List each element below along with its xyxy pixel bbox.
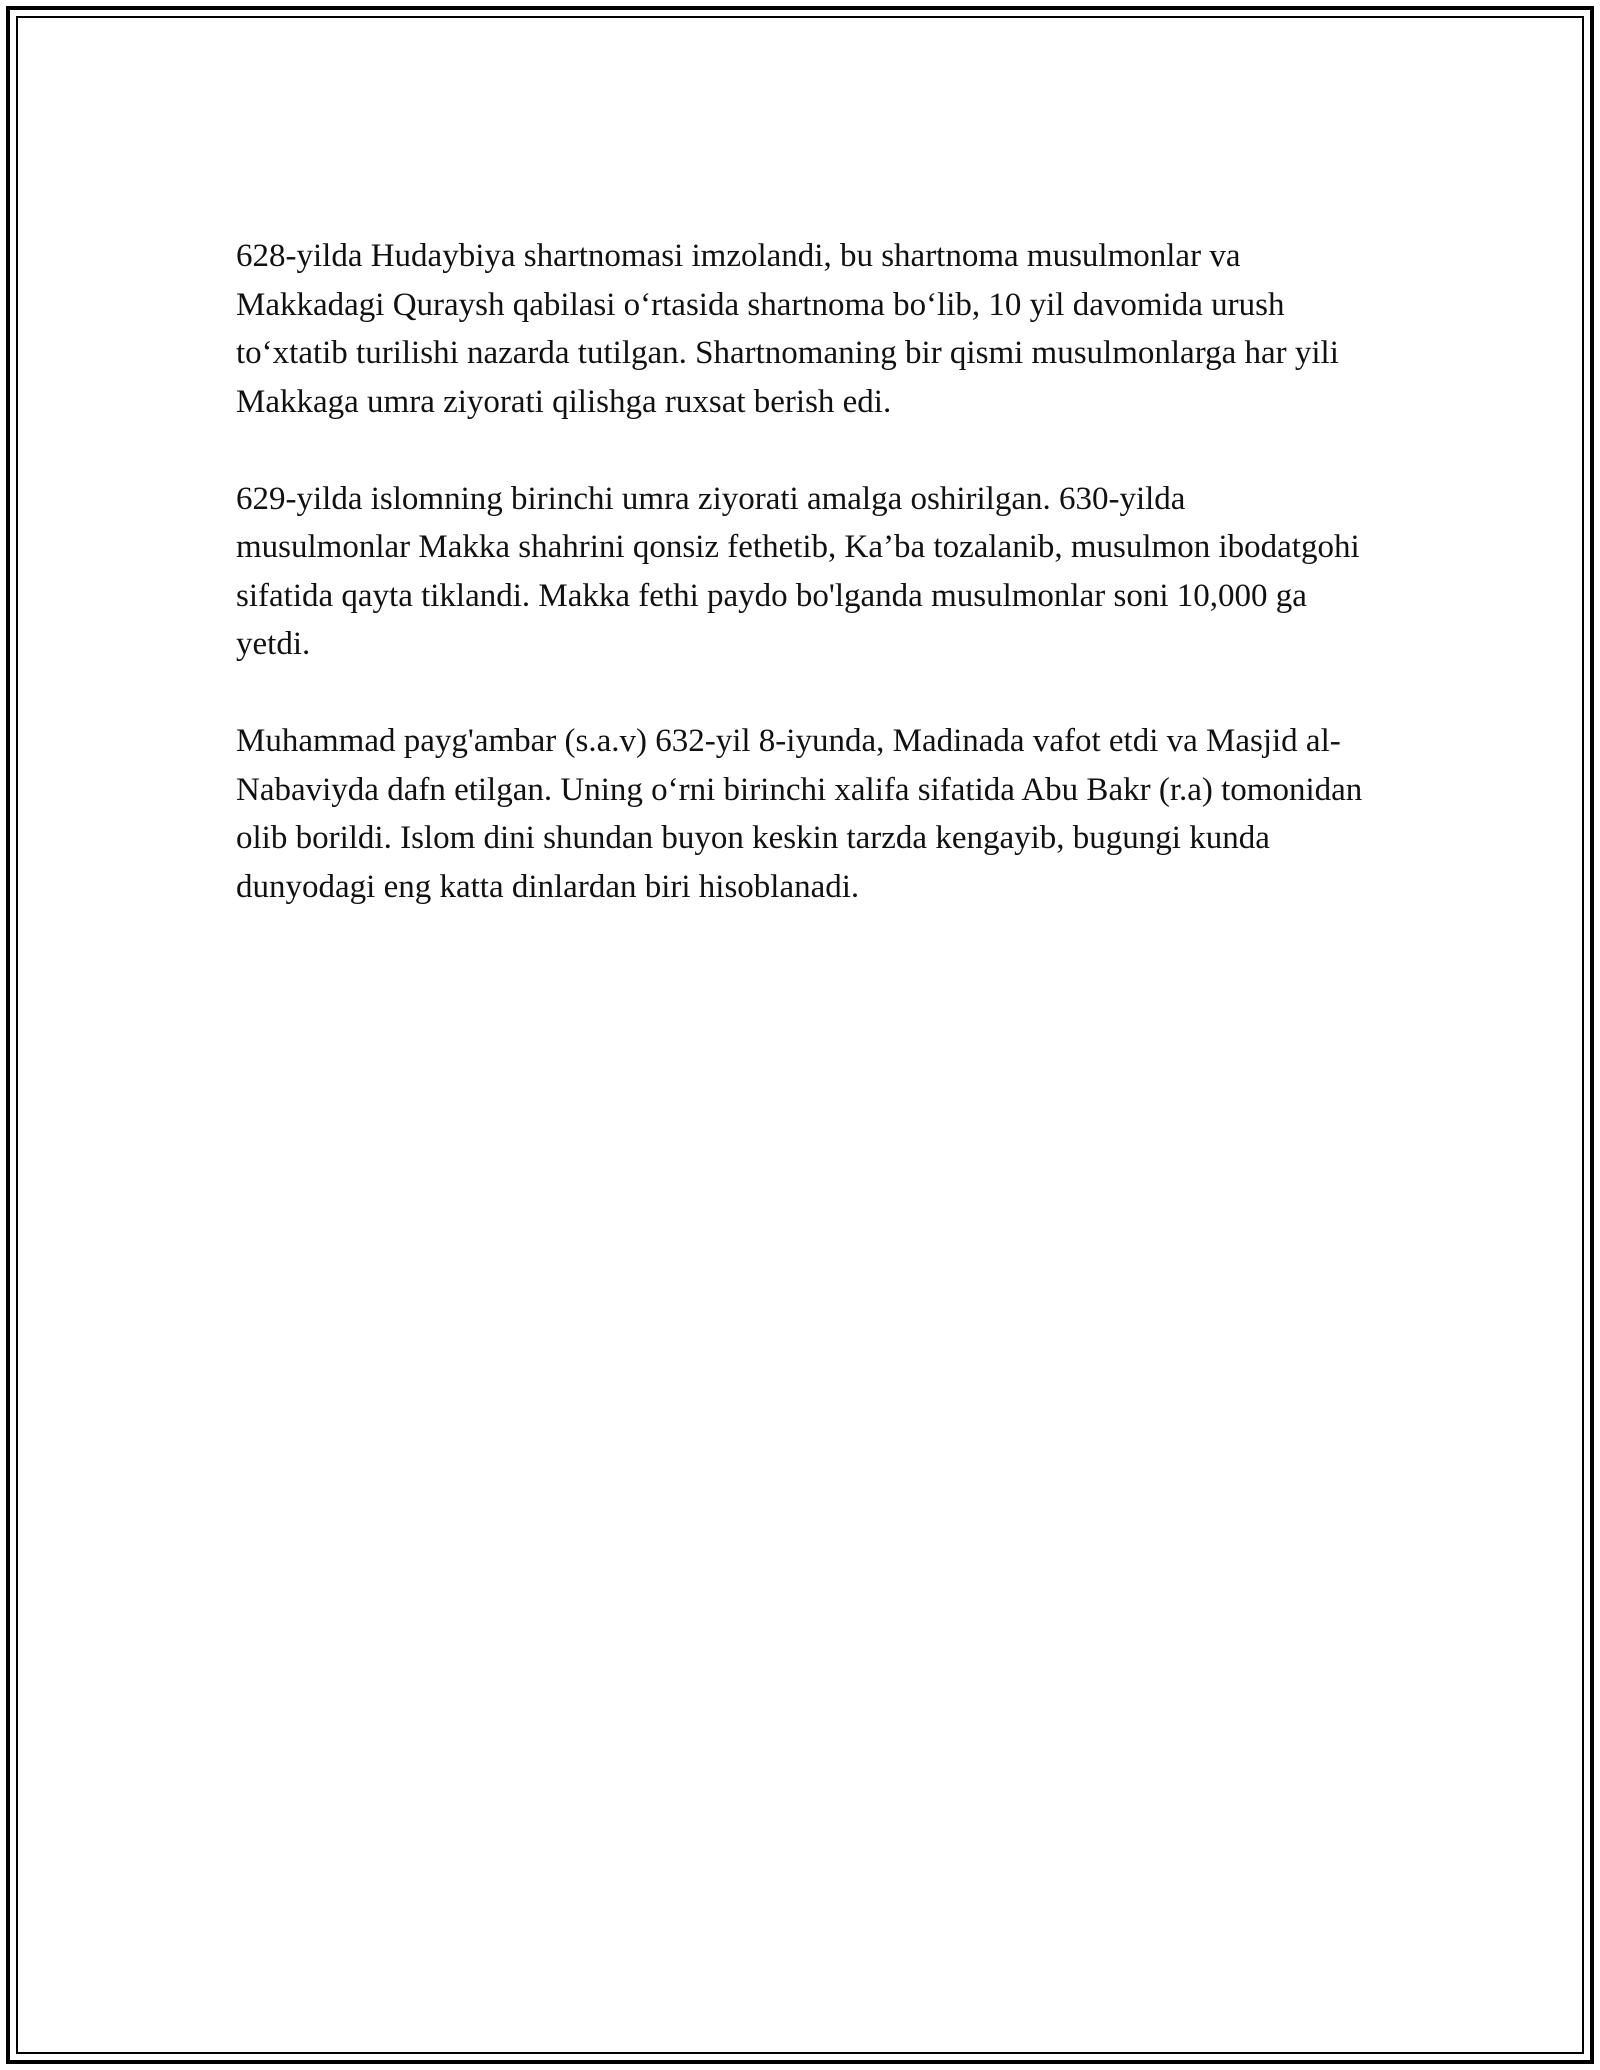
paragraph-vafot: Muhammad payg'ambar (s.a.v) 632-yil 8-iyunda, Madinada vafot etdi va Masjid al-Nabaviyda dafn etilgan. Uning o‘rni birinchi xalifa sifatida Abu Bakr (r.a) tomonidan olib borildi. Islom dini shundan buyon keskin tarzda kengayib, bugungi kunda dunyodagi eng katta dinlardan biri hisoblanadi. — [236, 723, 1363, 905]
document-body — [236, 232, 1366, 911]
paragraph-hudaybiya: 628-yilda Hudaybiya shartnomasi imzolandi, bu shartnoma musulmonlar va Makkadagi Quraysh qabilasi o‘rtasida shartnoma bo‘lib, 10 yil davomida urush to‘xtatib turilishi nazarda tutilgan. Shartnomaning bir qismi musulmonlarga har yili Makkaga umra ziyorati qilishga ruxsat berish edi. — [236, 238, 1339, 420]
paragraph-makka-fethi: 629-yilda islomning birinchi umra ziyorati amalga oshirilgan. 630-yilda musulmonlar Makka shahrini qonsiz fethetib, Ka’ba tozalanib, musulmon ibodatgohi sifatida qayta tiklandi. Makka fethi paydo bo'lganda musulmonlar soni 10,000 ga yetdi. — [236, 480, 1360, 662]
